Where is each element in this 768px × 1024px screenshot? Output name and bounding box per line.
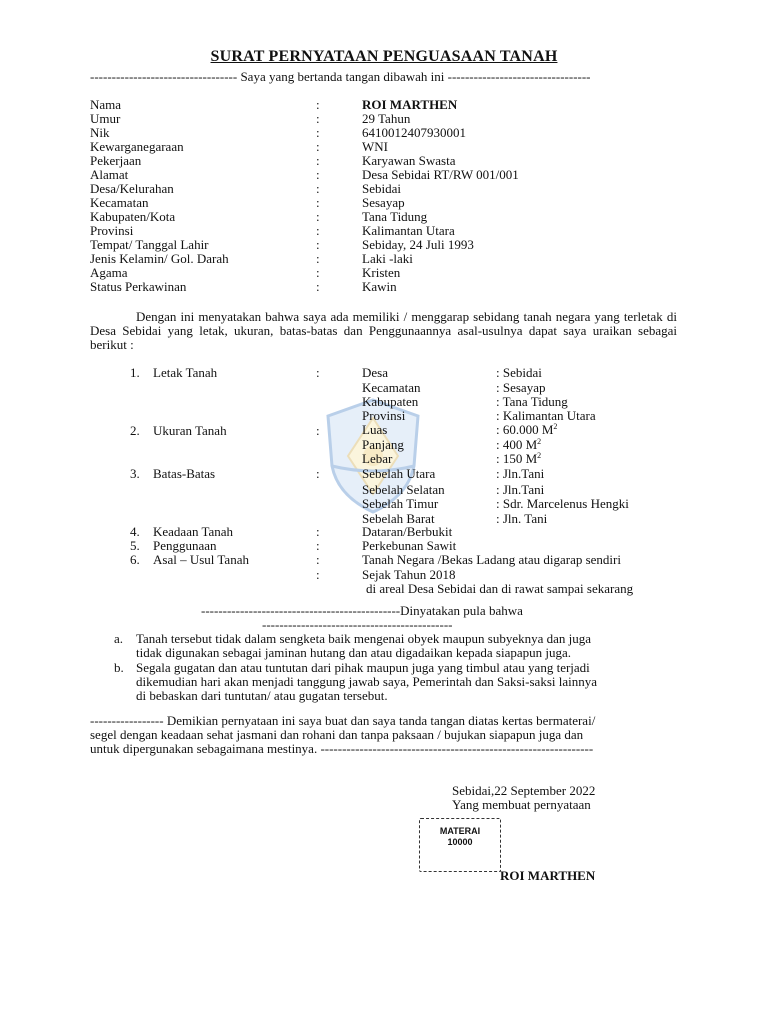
identity-label: Tempat/ Tanggal Lahir bbox=[90, 237, 209, 252]
identity-value: WNI bbox=[362, 139, 388, 154]
identity-value: Karyawan Swasta bbox=[362, 153, 456, 168]
border-key: Sebelah Selatan bbox=[362, 482, 445, 497]
identity-value: 29 Tahun bbox=[362, 111, 411, 126]
point-marker: a. bbox=[114, 631, 124, 646]
place-date: Sebidai,22 September 2022 bbox=[452, 783, 596, 798]
location-value: : Sebidai bbox=[496, 365, 542, 380]
identity-value: Desa Sebidai RT/RW 001/001 bbox=[362, 167, 519, 182]
point-line: Segala gugatan dan atau tuntutan dari pihak maupun juga yang timbul atau yang terjadi bbox=[136, 660, 590, 675]
materai-stamp bbox=[419, 818, 501, 872]
declared-underline: -------------------------------------------- bbox=[262, 617, 453, 632]
size-unit-exponent: 2 bbox=[537, 451, 542, 460]
origin-colon-2: : bbox=[316, 567, 320, 582]
land-item-label: Asal – Usul Tanah bbox=[153, 552, 249, 567]
land-item-number: 3. bbox=[130, 466, 140, 481]
identity-value: 6410012407930001 bbox=[362, 125, 466, 140]
identity-value: Sebiday, 24 Juli 1993 bbox=[362, 237, 474, 252]
size-key: Panjang bbox=[362, 437, 404, 452]
closing-line-2: segel dengan keadaan sehat jasmani dan rohani dan tanpa paksaan / bujukan siapapun juga dan bbox=[90, 727, 584, 742]
maker-label: Yang membuat pernyataan bbox=[452, 797, 591, 812]
identity-label: Kecamatan bbox=[90, 195, 149, 210]
size-unit-exponent: 2 bbox=[537, 437, 542, 446]
land-item-number: 4. bbox=[130, 524, 140, 539]
border-key: Sebelah Utara bbox=[362, 466, 436, 481]
identity-label: Umur bbox=[90, 111, 121, 126]
size-unit-exponent: 2 bbox=[553, 422, 558, 431]
identity-colon: : bbox=[316, 167, 320, 182]
identity-label: Nik bbox=[90, 125, 110, 140]
land-item-colon: : bbox=[316, 552, 320, 567]
land-item-label: Letak Tanah bbox=[153, 365, 218, 380]
land-item-number: 6. bbox=[130, 552, 140, 567]
identity-value: Laki -laki bbox=[362, 251, 413, 266]
identity-colon: : bbox=[316, 111, 320, 126]
identity-label: Nama bbox=[90, 97, 122, 112]
border-key: Sebelah Timur bbox=[362, 496, 439, 511]
land-item-colon: : bbox=[316, 538, 320, 553]
size-key: Lebar bbox=[362, 451, 393, 466]
stamp-line-1: MATERAI bbox=[439, 826, 481, 836]
identity-colon: : bbox=[316, 223, 320, 238]
identity-value: Sebidai bbox=[362, 181, 401, 196]
identity-label: Provinsi bbox=[90, 223, 134, 238]
border-value: : Jln.Tani bbox=[496, 482, 545, 497]
location-value: : Tana Tidung bbox=[496, 394, 568, 409]
point-line: tidak digunakan sebagai jaminan hutang dan atau digadaikan kepada siapapun juga. bbox=[136, 645, 571, 660]
land-item-number: 1. bbox=[130, 365, 140, 380]
land-item-number: 2. bbox=[130, 423, 140, 438]
border-value: : Jln.Tani bbox=[496, 466, 545, 481]
identity-colon: : bbox=[316, 279, 320, 294]
identity-colon: : bbox=[316, 237, 320, 252]
land-item-colon: : bbox=[316, 423, 320, 438]
size-value bbox=[496, 423, 557, 437]
point-line: dikemudian hari akan menjadi tanggung jawab saya, Pemerintah dan Saksi-saksi lainnya bbox=[136, 674, 598, 689]
land-item-label: Penggunaan bbox=[153, 538, 217, 553]
point-line: di bebaskan dari tuntutan/ atau gugatan tersebut. bbox=[136, 688, 388, 703]
identity-colon: : bbox=[316, 153, 320, 168]
location-key: Kecamatan bbox=[362, 380, 421, 395]
location-key: Desa bbox=[362, 365, 388, 380]
identity-label: Status Perkawinan bbox=[90, 279, 187, 294]
land-origin-2: Sejak Tahun 2018 bbox=[362, 567, 456, 582]
closing-line-1: ----------------- Demikian pernyataan ini saya buat dan saya tanda tangan diatas kertas bermaterai/ bbox=[90, 713, 596, 728]
document-title: SURAT PERNYATAAN PENGUASAAN TANAH bbox=[210, 48, 558, 65]
land-item-colon: : bbox=[316, 524, 320, 539]
identity-label: Jenis Kelamin/ Gol. Darah bbox=[90, 251, 229, 266]
identity-label: Kabupaten/Kota bbox=[90, 209, 176, 224]
land-usage: Perkebunan Sawit bbox=[362, 538, 457, 553]
identity-value: ROI MARTHEN bbox=[362, 97, 458, 112]
location-value: : Sesayap bbox=[496, 380, 546, 395]
statement-paragraph: Dengan ini menyatakan bahwa saya ada memiliki / menggarap sebidang tanah negara yang terletak di Desa Sebidai yang letak, ukuran, batas-batas dan Penggunaannya asal-usulnya dapat saya uraikan sebagai berikut : bbox=[90, 309, 677, 352]
identity-value: Sesayap bbox=[362, 195, 405, 210]
point-line: Tanah tersebut tidak dalam sengketa baik mengenai obyek maupun subyeknya dan juga bbox=[136, 631, 592, 646]
intro-line: ---------------------------------- Saya yang bertanda tangan dibawah ini --------------------------------- bbox=[90, 69, 591, 84]
border-value: : Sdr. Marcelenus Hengki bbox=[496, 496, 629, 511]
identity-label: Desa/Kelurahan bbox=[90, 181, 174, 196]
point-marker: b. bbox=[114, 660, 124, 675]
signer-name: ROI MARTHEN bbox=[500, 868, 596, 883]
size-key: Luas bbox=[362, 422, 388, 437]
land-item-label: Batas-Batas bbox=[153, 466, 216, 481]
land-item-label: Ukuran Tanah bbox=[153, 423, 227, 438]
land-item-label: Keadaan Tanah bbox=[153, 524, 234, 539]
identity-colon: : bbox=[316, 209, 320, 224]
size-value-text: : 150 M bbox=[496, 451, 538, 466]
identity-label: Pekerjaan bbox=[90, 153, 142, 168]
land-origin-3: di areal Desa Sebidai dan di rawat sampai sekarang bbox=[366, 581, 634, 596]
identity-colon: : bbox=[316, 125, 320, 140]
identity-label: Alamat bbox=[90, 167, 129, 182]
size-value-text: : 60.000 M bbox=[496, 422, 554, 437]
identity-label: Agama bbox=[90, 265, 128, 280]
identity-label: Kewarganegaraan bbox=[90, 139, 184, 154]
identity-colon: : bbox=[316, 251, 320, 266]
declared-heading: ----------------------------------------------Dinyatakan pula bahwa bbox=[201, 603, 523, 618]
identity-colon: : bbox=[316, 265, 320, 280]
identity-value: Kawin bbox=[362, 279, 397, 294]
location-key: Kabupaten bbox=[362, 394, 419, 409]
size-value bbox=[496, 452, 541, 466]
identity-value: Kristen bbox=[362, 265, 401, 280]
size-value-text: : 400 M bbox=[496, 437, 538, 452]
location-key: Provinsi bbox=[362, 408, 406, 423]
identity-colon: : bbox=[316, 181, 320, 196]
land-origin-1: Tanah Negara /Bekas Ladang atau digarap sendiri bbox=[362, 552, 621, 567]
land-item-colon: : bbox=[316, 466, 320, 481]
size-value bbox=[496, 438, 541, 452]
identity-colon: : bbox=[316, 139, 320, 154]
border-key: Sebelah Barat bbox=[362, 511, 435, 526]
stamp-line-2: 10000 bbox=[447, 837, 473, 847]
land-item-number: 5. bbox=[130, 538, 140, 553]
identity-value: Tana Tidung bbox=[362, 209, 428, 224]
land-condition: Dataran/Berbukit bbox=[362, 524, 453, 539]
border-value: : Jln. Tani bbox=[496, 511, 548, 526]
closing-line-3: untuk dipergunakan sebagaimana mestinya. --------------------------------------------------------------- bbox=[90, 741, 594, 756]
location-value: : Kalimantan Utara bbox=[496, 408, 596, 423]
land-item-colon: : bbox=[316, 365, 320, 380]
identity-colon: : bbox=[316, 195, 320, 210]
identity-value: Kalimantan Utara bbox=[362, 223, 455, 238]
identity-colon: : bbox=[316, 97, 320, 112]
